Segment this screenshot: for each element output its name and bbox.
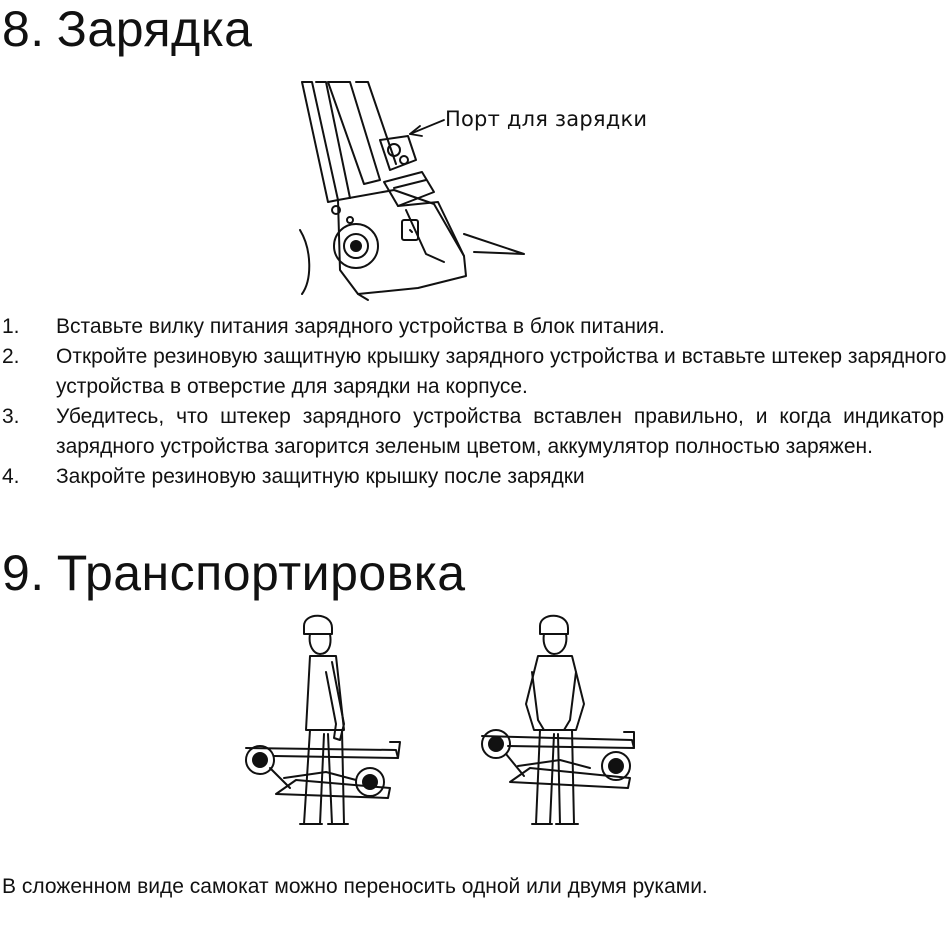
section-heading-transport <box>2 545 466 601</box>
step-number: 3. <box>2 405 20 428</box>
step-text: Откройте резиновую защитную крышку зарядного устройства и вставьте штекер зарядного устройства в отверстие для зарядки на корпусе. <box>56 345 947 398</box>
transport-illustration <box>240 612 660 834</box>
charging-port-label: Порт для зарядки <box>445 107 648 131</box>
step-item <box>0 312 950 342</box>
step-item <box>0 462 950 492</box>
step-text: Вставьте вилку питания зарядного устройства в блок питания. <box>56 315 665 338</box>
step-number: 4. <box>2 465 20 488</box>
step-number: 2. <box>2 345 20 368</box>
step-item <box>0 402 950 462</box>
section-number: 8. <box>2 1 45 57</box>
step-item <box>0 342 950 402</box>
step-text: Закройте резиновую защитную крышку после зарядки <box>56 465 585 488</box>
step-number: 1. <box>2 315 20 338</box>
person-two-hands-icon <box>526 616 584 824</box>
charging-steps-list <box>0 312 950 492</box>
transport-note: В сложенном виде самокат можно переносить одной или двумя руками. <box>2 875 708 898</box>
person-one-hand-icon <box>300 616 348 824</box>
section-number: 9. <box>2 545 45 601</box>
section-heading-charging <box>2 1 253 57</box>
section-title: Транспортировка <box>56 545 466 601</box>
step-text: Убедитесь, что штекер зарядного устройства вставлен правильно, и когда индикатор зарядного устройства загорится зеленым цветом, аккумулятор полностью заряжен. <box>56 405 944 458</box>
section-title: Зарядка <box>56 1 253 57</box>
